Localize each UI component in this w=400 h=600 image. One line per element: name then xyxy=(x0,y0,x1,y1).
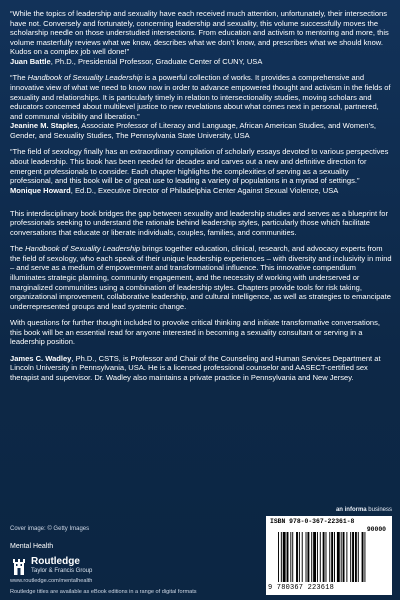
publisher-url[interactable]: www.routledge.com/mentalhealth xyxy=(10,578,93,584)
quote-text: “While the topics of leadership and sexuality have each received much attention, unfortunately, their intersections have not. Conversely and fortunately, concerning leadership and sexuality, this volume successfully moves the scholarship needle on those understudied intersections. From education and activism to mentoring and more, this volume masterfully reviews what we know, describes what we don’t know, and prescribes what we should know. Kudos on a complex job well done!” xyxy=(10,9,389,57)
quote-text-rest: is a powerful collection of works. It provides a comprehensive and innovative view of what we need to know now in order to advance empowered thought and activism in the fields of sexuality and relationships. It is particularly timely in relation to intersectionality studies, moving scholars and educators concerned about multilevel justice to new revelations about what comes next in personal, partnered, and communal visibility and liberation.” xyxy=(10,73,391,121)
price-code: 90000 xyxy=(366,526,386,533)
endorsement-quote-3 xyxy=(10,147,392,195)
subject-category: Mental Health xyxy=(10,543,54,550)
quote-attribution-title: , Ed.D., Executive Director of Philadelphia Center Against Sexual Violence, USA xyxy=(70,185,339,195)
quote-attribution-title: , Associate Professor of Literacy and Language, African American Studies, and Women’s, Gender, and Sexuality Studies, The Pennsylvania State University, USA xyxy=(10,121,376,140)
barcode-area xyxy=(266,507,392,595)
isbn-text: ISBN 978-0-367-22361-8 xyxy=(270,518,355,525)
description-text-rest: brings together education, clinical, research, and advocacy experts from the field of sexology, who each speak of their unique leadership experiences – with diversity and inclusivity in mind – and serve as a medium of empowerment and transformational influence. This innovative compendium illuminates strategic planning, community engagement, and the necessity of working with underserved or marginalized communities using a combination of leadership styles. Chapters provide tools for risk taking, organizational improvement, collaborative leadership, and cultural intelligence, as well as strategies to emancipate underrepresented groups and lead systemic change. xyxy=(10,244,392,311)
endorsement-quote-2 xyxy=(10,73,392,140)
quote-text-open: “The xyxy=(10,73,28,83)
author-bio xyxy=(10,354,392,383)
informa-imprint xyxy=(336,507,392,513)
description-paragraph-2 xyxy=(10,244,392,311)
description-paragraph-3: With questions for further thought included to provoke critical thinking and initiate transformative conversations, this book will be an essential read for anyone interested in becoming a sexuality consultant or serving in a leadership position. xyxy=(10,318,380,347)
quote-attribution-name: Juan Battle xyxy=(10,56,51,66)
quote-attribution-name: Monique Howard xyxy=(10,185,71,195)
publisher-group: Taylor & Francis Group xyxy=(31,568,93,574)
author-bio-text: , Ph.D., CSTS, is Professor and Chair of the Counseling and Human Services Department at Lincoln University in Pennsylvania, USA. He is a licensed professional counselor and AASECT-certified sex therapist and supervisor. Dr. Wadley also maintains a private practice in Pennsylvania and New Jersey. xyxy=(10,353,381,382)
cover-image-credit: Cover image: © Getty Images xyxy=(10,526,90,532)
quote-attribution-name: Jeanine M. Staples xyxy=(10,121,78,131)
ebook-note: Routledge titles are available as eBook editions in a range of digital formats xyxy=(10,589,197,595)
publisher-logo xyxy=(10,556,170,580)
barcode-box xyxy=(266,516,392,595)
routledge-tower-icon xyxy=(10,556,28,576)
endorsement-quote-1 xyxy=(10,9,392,67)
quote-text: “The field of sexology finally has an extraordinary compilation of scholarly essays devoted to various perspectives about leadership. This book has been needed for decades and carves out a new and definitive direction for emergent professionals to consider. Each chapter highlights the complexities of serving as a sexuality professional, and this book will be of great use to leading a variety of populations in a myriad of settings.” xyxy=(10,147,389,186)
description-text-open: The xyxy=(10,244,26,254)
imprint-bold: an informa xyxy=(335,507,367,513)
quote-attribution-title: , Ph.D., Presidential Professor, Graduate Center of CUNY, USA xyxy=(50,56,263,66)
author-name: James C. Wadley xyxy=(10,353,72,363)
back-cover-text xyxy=(10,9,392,383)
imprint-rest: business xyxy=(366,507,392,513)
description-book-title: Handbook of Sexuality Leadership xyxy=(25,244,141,254)
description-paragraph-1: This interdisciplinary book bridges the gap between sexuality and leadership studies and serves as a blueprint for professionals seeking to understand the rationale behind leadership styles, particularly those which facilitate conversations that educate or liberate individuals, couples, families, and communities. xyxy=(10,208,388,237)
ean-digits: 9 780367 223618 xyxy=(268,584,335,592)
quote-book-title: Handbook of Sexuality Leadership xyxy=(27,73,143,83)
publisher-name: Routledge xyxy=(31,556,80,567)
barcode-icon xyxy=(270,532,388,584)
